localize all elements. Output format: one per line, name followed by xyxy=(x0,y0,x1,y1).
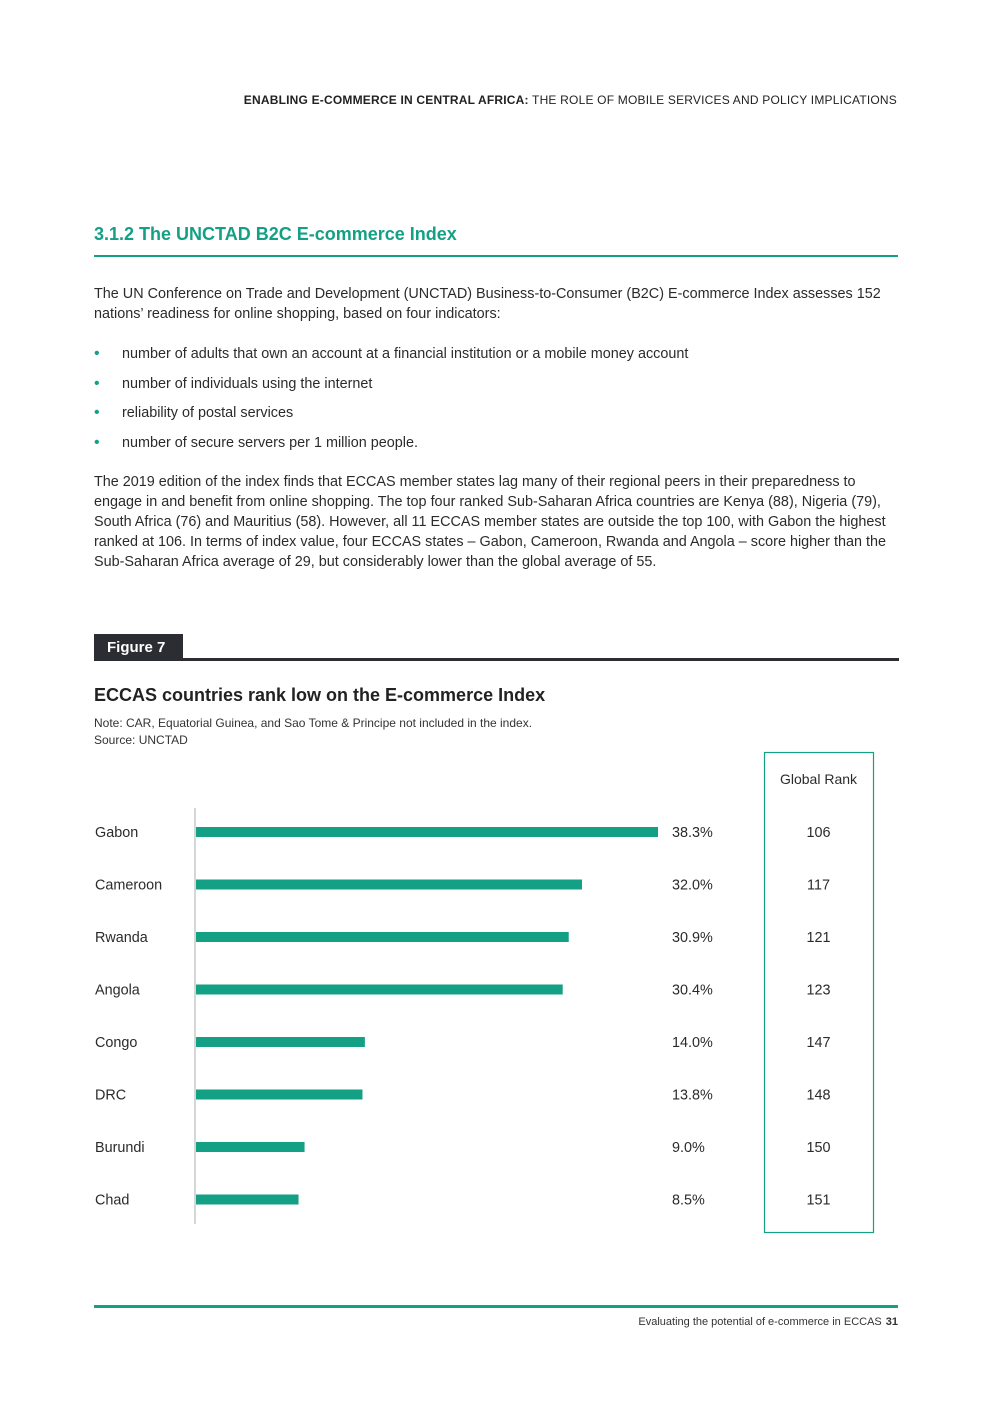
intro-paragraph: The UN Conference on Trade and Development (UNCTAD) Business-to-Consumer (B2C) E-commerce Index assesses 152 nations’ readiness for online shopping, based on four indicators: xyxy=(94,286,881,322)
list-item-text: number of individuals using the internet xyxy=(122,375,373,392)
rank-value: 106 xyxy=(806,825,831,841)
value-label: 13.8% xyxy=(672,1087,713,1104)
bar xyxy=(196,1090,362,1100)
bar xyxy=(196,1037,365,1047)
value-label: 38.3% xyxy=(672,825,713,841)
category-label: Cameroon xyxy=(95,877,163,894)
list-item-text: number of adults that own an account at a financial institution or a mobile money account xyxy=(122,346,689,362)
source-text: Source: UNCTAD xyxy=(94,733,188,747)
rank-value: 117 xyxy=(807,877,830,894)
footer-divider xyxy=(94,1305,898,1308)
rank-value: 147 xyxy=(806,1035,831,1051)
body-paragraph: The 2019 edition of the index finds that ECCAS member states lag many of their regional peers in their preparedness to engage in and benefit from online shopping. The top four ranked Sub-Saharan Africa countries are Kenya (88), Nigeria (79), South Africa (76) and Mauritius (58). However, all 11 ECCAS member states are outside the top 100, with Gabon the highest ranked at 106. In terms of index value, four ECCAS states – Gabon, Cameroon, Rwanda and Angola – score higher than the Sub-Saharan Africa average of 29, but considerably lower than the global average of 55. xyxy=(94,474,886,570)
bar xyxy=(196,932,569,942)
category-label: Congo xyxy=(95,1035,138,1051)
rank-value: 151 xyxy=(806,1192,831,1209)
value-label: 30.9% xyxy=(672,930,713,946)
category-label: DRC xyxy=(95,1087,127,1104)
rank-header: Global Rank xyxy=(779,771,858,787)
section-title: 3.1.2 The UNCTAD B2C E-commerce Index xyxy=(94,224,457,244)
bar xyxy=(196,1195,299,1205)
category-label: Burundi xyxy=(95,1140,145,1156)
list-item-text: number of secure servers per 1 million people. xyxy=(122,434,418,451)
value-label: 9.0% xyxy=(672,1140,705,1156)
rank-value: 121 xyxy=(806,930,831,946)
bar xyxy=(196,880,582,890)
bullet-icon: • xyxy=(94,374,100,392)
category-label: Angola xyxy=(95,982,140,999)
category-label: Rwanda xyxy=(95,930,148,946)
bar xyxy=(196,827,658,837)
category-label: Chad xyxy=(95,1192,130,1209)
list-item-text: reliability of postal services xyxy=(122,405,294,421)
value-label: 8.5% xyxy=(672,1192,705,1209)
bar xyxy=(196,985,563,995)
rank-value: 148 xyxy=(806,1087,831,1104)
rank-value: 123 xyxy=(806,982,831,999)
figure-title: ECCAS countries rank low on the E-commerce Index xyxy=(94,685,546,705)
note-text: Note: CAR, Equatorial Guinea, and Sao Tome & Principe not included in the index. xyxy=(94,716,533,730)
bullet-icon: • xyxy=(94,404,100,421)
category-label: Gabon xyxy=(95,825,139,841)
value-label: 32.0% xyxy=(672,877,713,894)
bullet-icon: • xyxy=(94,345,100,362)
figure-label: Figure 7 xyxy=(94,634,183,660)
value-label: 30.4% xyxy=(672,982,713,999)
bar xyxy=(196,1142,305,1152)
page-footer xyxy=(638,1316,898,1328)
header-bold: ENABLING E-COMMERCE IN CENTRAL AFRICA: xyxy=(243,93,529,107)
bullet-icon: • xyxy=(94,433,100,451)
page-number: 31 xyxy=(885,1316,898,1328)
header-rest: THE ROLE OF MOBILE SERVICES AND POLICY IMPLICATIONS xyxy=(528,93,897,107)
rank-value: 150 xyxy=(806,1140,831,1156)
footer-text: Evaluating the potential of e-commerce in ECCAS xyxy=(638,1316,882,1328)
value-label: 14.0% xyxy=(672,1035,713,1051)
